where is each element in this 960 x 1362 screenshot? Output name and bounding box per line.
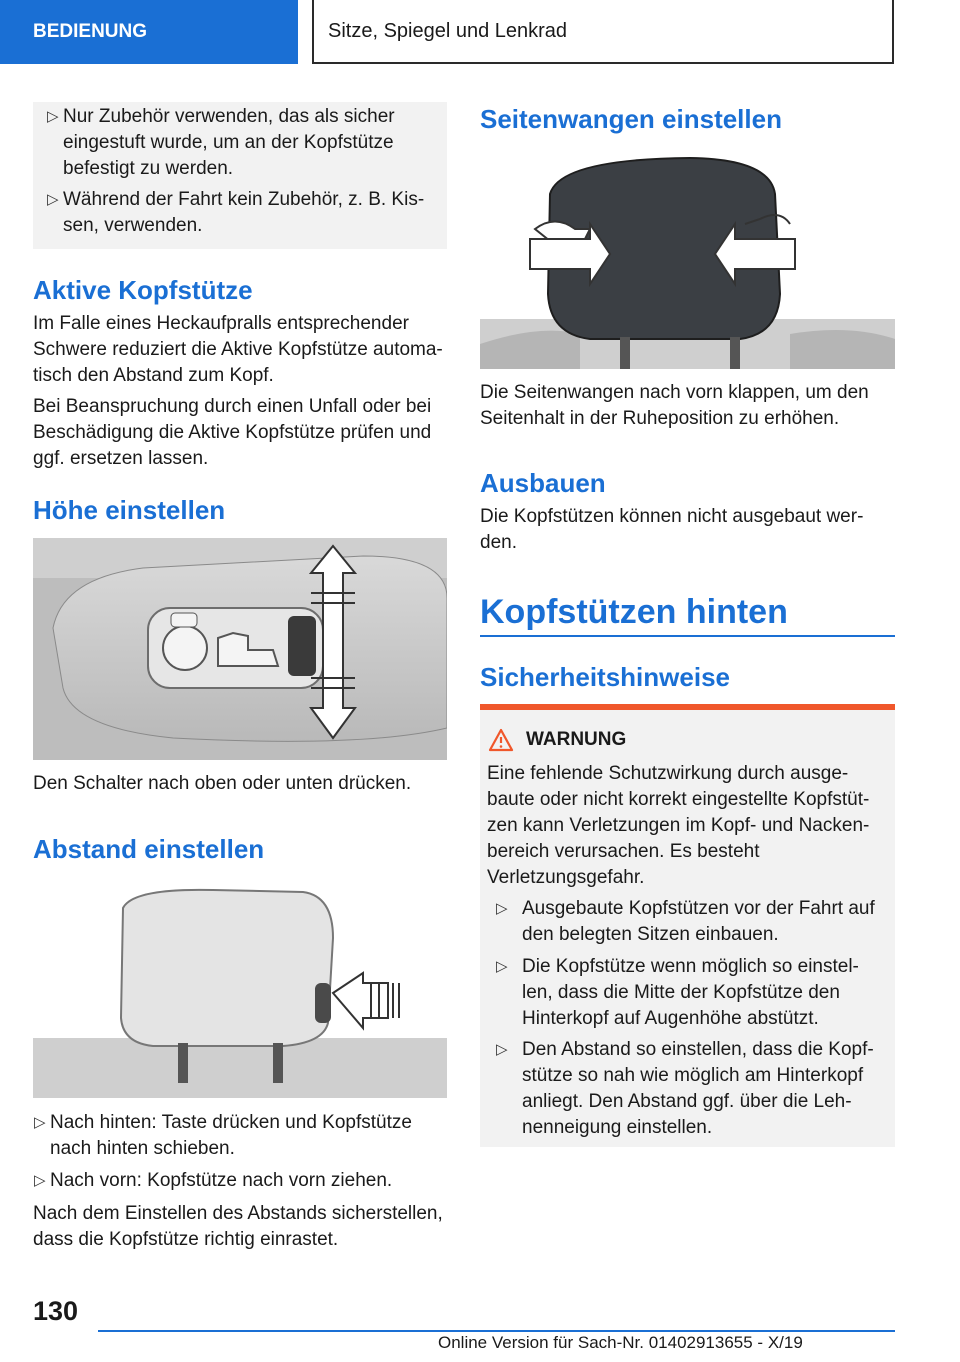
paragraph: Die Kopfstützen können nicht ausgebaut wer-den.: [480, 506, 864, 553]
list-item: [478, 954, 888, 1032]
warning-label: WARNUNG: [526, 729, 627, 750]
heading-active-headrest: Aktive Kopfstütze: [33, 275, 253, 305]
triangle-bullet-icon: ▷: [496, 900, 508, 917]
list-item: [478, 1037, 888, 1141]
list-item-text: Nach vorn: Kopfstütze nach vorn ziehen.: [50, 1170, 393, 1191]
heading-remove: Ausbauen: [480, 468, 606, 498]
paragraph: Im Falle eines Heckaufpralls entsprechender Schwere reduziert die Aktive Kopfstütze automa-tisch den Abstand zum Kopf.: [33, 313, 443, 386]
warning-triangle-icon: [488, 728, 514, 752]
triangle-bullet-icon: ▷: [496, 958, 508, 975]
page-number: 130: [33, 1296, 79, 1326]
warning-text: Eine fehlende Schutzwirkung durch ausge-baute oder nicht korrekt eingestellte Kopfstüt-zen kann Verletzungen im Kopf- und Nacken-bereich verursachen. Es besteht Verletzungsgefahr.: [487, 763, 870, 888]
figure-caption: Den Schalter nach oben oder unten drücken.: [33, 773, 412, 794]
list-item-text: Während der Fahrt kein Zubehör, z. B. Kis-sen, verwenden.: [63, 189, 425, 236]
list-item-text: Ausgebaute Kopfstützen vor der Fahrt auf den belegten Sitzen einbauen.: [522, 898, 875, 945]
warning-header: [488, 728, 626, 752]
triangle-bullet-icon: ▷: [47, 191, 59, 208]
list-item: [478, 896, 888, 948]
headrest-wings-image: [480, 154, 895, 369]
headrest-distance-image: [33, 878, 447, 1098]
list-item-text: Nur Zubehör verwenden, das als sicher eingestuft wurde, um an der Kopfstütze befestigt zu werden.: [63, 106, 395, 179]
triangle-bullet-icon: ▷: [34, 1114, 46, 1131]
footer-divider: [98, 1330, 895, 1332]
heading-height: Höhe einstellen: [33, 495, 226, 525]
list-item-text: Den Abstand so einstellen, dass die Kopf-stütze so nah wie möglich am Hinterkopf anliegt. Den Abstand ggf. über die Leh-nenneigung einstellen.: [522, 1039, 874, 1138]
figure-caption: Die Seitenwangen nach vorn klappen, um den Seitenhalt in der Ruheposition zu erhöhen.: [480, 382, 869, 429]
list-item: [20, 1168, 447, 1194]
heading-distance: Abstand einstellen: [33, 834, 265, 864]
triangle-bullet-icon: ▷: [496, 1041, 508, 1058]
triangle-bullet-icon: ▷: [34, 1172, 46, 1189]
list-item: [33, 187, 438, 239]
list-item-text: Nach hinten: Taste drücken und Kopfstütze nach hinten schieben.: [50, 1112, 412, 1159]
heading-underline: [480, 635, 895, 637]
section-tab: BEDIENUNG: [0, 0, 298, 64]
list-item: [33, 104, 438, 182]
heading-safety: Sicherheitshinweise: [480, 662, 730, 692]
paragraph: Nach dem Einstellen des Abstands sicherstellen, dass die Kopfstütze richtig einrastet.: [33, 1203, 443, 1250]
list-item-text: Die Kopfstütze wenn möglich so einstel-len, dass die Mitte der Kopfstütze den Hinterkopf auf Augenhöhe abstützt.: [522, 956, 859, 1029]
triangle-bullet-icon: ▷: [47, 108, 59, 125]
heading-side-wings: Seitenwangen einstellen: [480, 104, 782, 134]
online-version-note: Online Version für Sach-Nr. 01402913655 - X/19: [438, 1333, 803, 1352]
list-item: [20, 1110, 447, 1162]
chapter-title: Sitze, Spiegel und Lenkrad: [312, 0, 894, 64]
heading-rear-headrests: Kopfstützen hinten: [480, 593, 788, 631]
seat-switch-image: [33, 538, 447, 760]
paragraph: Bei Beanspruchung durch einen Unfall oder bei Beschädigung die Aktive Kopfstütze prüfen und ggf. ersetzen lassen.: [33, 396, 432, 469]
